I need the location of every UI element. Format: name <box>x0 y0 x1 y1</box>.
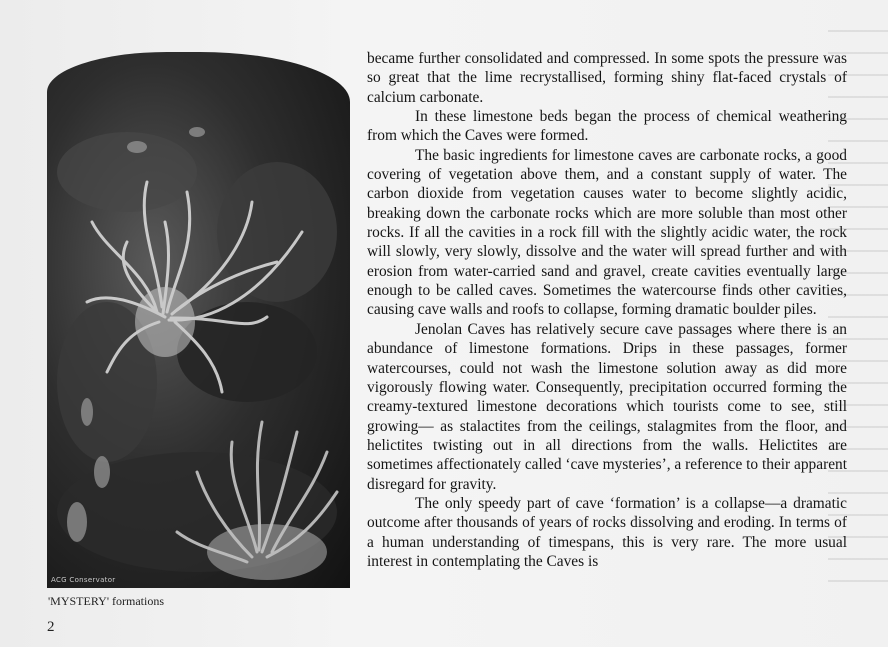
paragraph: In these limestone beds began the process of chemical weathering from which the Caves were formed. <box>367 108 847 145</box>
figure-caption: 'MYSTERY' formations <box>48 594 164 608</box>
helictite-formations-image <box>47 52 350 588</box>
paragraph: The basic ingredients for limestone caves are carbonate rocks, a good covering of vegetation above them, and a constant supply of water. The carbon dioxide from vegetation causes water to become slightly acidic, breaking down the carbonate rocks which are more soluble than most other rocks. If all the cavities in a rock fill with the slightly acidic water, the rock will slowly, very slowly, dissolve and the water will spread further and with erosion from water-carried sand and gravel, create cavities eventually large enough to be called caves. Sometimes the watercourse finds other cavities, causing cave walls and roofs to collapse, forming dramatic boulder piles. <box>367 146 847 319</box>
page-number: 2 <box>47 619 55 635</box>
paragraph: Jenolan Caves has relatively secure cave passages where there is an abundance of limestone formations. Drips in these passages, former watercourses, could not wash the limestone solution away as did more vigorously flowing water. Consequently, precipitation occurred forming the creamy-textured limestone decorations which tourists come to see, still growing— as stalactites from the ceilings, stalagmites from the floor, and helictites twisting out in all directions from the walls. Helictites are sometimes affectionately called ‘cave mysteries’, a reference to their apparent disregard for gravity. <box>367 320 848 493</box>
paragraph: The only speedy part of cave ‘formation’ is a collapse—a dramatic outcome after thousands of years of rocks dissolving and eroding. In terms of a human understanding of timespans, this is very rare. The more usual interest in contemplating the Caves is <box>367 494 847 570</box>
body-text-column <box>367 49 847 571</box>
cave-photograph <box>47 52 350 588</box>
paragraph: became further consolidated and compressed. In some spots the pressure was so great that the lime recrystallised, forming shiny flat-faced crystals of calcium carbonate. <box>367 50 847 106</box>
photo-credit: ACG Conservator <box>51 576 116 584</box>
